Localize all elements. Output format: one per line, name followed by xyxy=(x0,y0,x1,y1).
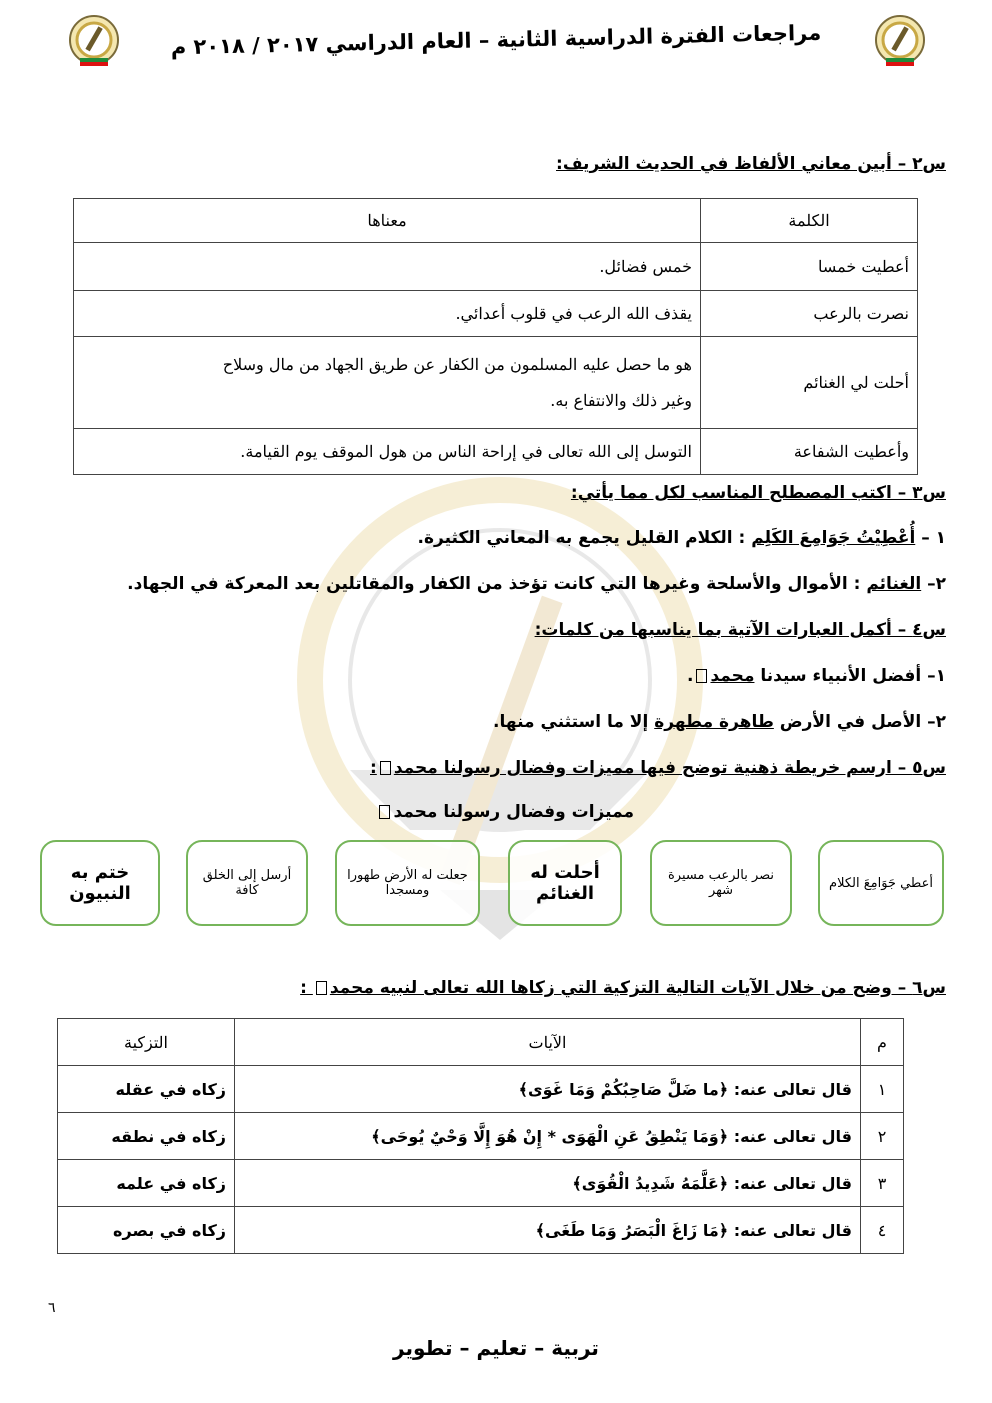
mind-map-box: نصر بالرعب مسيرة شهر xyxy=(650,840,792,926)
meaning-cell: خمس فضائل. xyxy=(74,243,701,291)
mind-map-box: أحلت له الغنائم xyxy=(508,840,622,926)
tazkiya-cell: زكاه في عقله xyxy=(58,1066,235,1113)
num-cell: ٢ xyxy=(861,1113,904,1160)
meaning-cell: التوسل إلى الله تعالى في إراحة الناس من هول الموقف يوم القيامة. xyxy=(74,429,701,475)
ayah-cell: قال تعالى عنه: ﴿وَمَا يَنْطِقُ عَنِ الْهَوَى * إِنْ هُوَ إِلَّا وَحْيٌ يُوحَى﴾ xyxy=(235,1113,861,1160)
table-header-row xyxy=(74,199,918,243)
tazkiya-cell: زكاه في علمه xyxy=(58,1160,235,1207)
placeholder-box-icon xyxy=(379,805,390,819)
placeholder-box-icon xyxy=(380,761,391,775)
num-cell: ٣ xyxy=(861,1160,904,1207)
mind-map-box: أعطي جَوَامِعَ الكلام xyxy=(818,840,944,926)
footer-motto: تربية – تعليم – تطوير xyxy=(393,1336,599,1360)
meaning-cell xyxy=(74,337,701,429)
item-number: ٢– xyxy=(927,574,946,594)
q4-title: س٤ – أكمل العبارات الآتية بما يناسبها من كلمات: xyxy=(534,620,946,640)
sentence-tail: إلا ما استثني منها. xyxy=(493,712,649,732)
word-cell: أحلت لي الغنائم xyxy=(701,337,918,429)
table-row xyxy=(58,1113,904,1160)
table-row xyxy=(58,1160,904,1207)
q5-title: س٥ – ارسم خريطة ذهنية توضح فيها مميزات وفضال رسولنا محمد: xyxy=(370,758,946,778)
placeholder-box-icon xyxy=(316,981,327,995)
table-row xyxy=(74,337,918,429)
item-number: ١ – xyxy=(921,528,946,548)
q2-title: س٢ – أبين معاني الألفاظ في الحديث الشريف: xyxy=(556,154,946,174)
q3-title: س٣ – اكتب المصطلح المناسب لكل مما يأتي: xyxy=(570,483,946,503)
school-logo-left-icon xyxy=(66,14,122,70)
meaning-line-2: وغير ذلك والانتفاع به. xyxy=(550,390,692,410)
mind-map-box: ختم به النبيون xyxy=(40,840,160,926)
q4-item-1: ١– أفضل الأنبياء سيدنا محمد. xyxy=(687,666,946,686)
q3-item-1 xyxy=(418,528,947,548)
page-header-title: مراجعات الفترة الدراسية الثانية – العام الدراسي ٢٠١٧ / ٢٠١٨ م xyxy=(170,20,822,60)
mind-map-box: أرسل إلى الخلق كافة xyxy=(186,840,308,926)
col-num-header: م xyxy=(861,1019,904,1066)
q6-table xyxy=(57,1018,904,1254)
num-cell: ٤ xyxy=(861,1207,904,1254)
table-row xyxy=(74,291,918,337)
answer: محمد xyxy=(710,666,755,686)
definition: : الأموال والأسلحة وغيرها التي كانت تؤخذ من الكفار والمقاتلين بعد المعركة في الجهاد. xyxy=(127,574,861,594)
ayah-cell: قال تعالى عنه: ﴿ما ضَلَّ صَاحِبُكُمْ وَمَا غَوَى﴾ xyxy=(235,1066,861,1113)
mind-map-center-text: مميزات وفضال رسولنا محمد xyxy=(393,802,634,822)
q6-title: س٦ – وضح من خلال الآيات التالية التزكية التي زكاها الله تعالى لنبيه محمد : xyxy=(300,978,946,998)
sentence: ٢– الأصل في الأرض xyxy=(779,712,946,732)
col-tazkiya-header: التزكية xyxy=(58,1019,235,1066)
tazkiya-cell: زكاه في بصره xyxy=(58,1207,235,1254)
q3-item-2 xyxy=(127,574,946,594)
q4-item-2 xyxy=(493,712,946,732)
meaning-line-1: هو ما حصل عليه المسلمون من الكفار عن طريق الجهاد من مال وسلاح xyxy=(222,354,692,374)
num-cell: ١ xyxy=(861,1066,904,1113)
q2-table xyxy=(73,198,918,475)
definition: : الكلام القليل يجمع به المعاني الكثيرة. xyxy=(417,528,746,548)
col-meaning-header: معناها xyxy=(74,199,701,243)
col-ayah-header: الآيات xyxy=(235,1019,861,1066)
ayah-cell: قال تعالى عنه: ﴿عَلَّمَهُ شَدِيدُ الْقُوَى﴾ xyxy=(235,1160,861,1207)
sentence: ١– أفضل الأنبياء سيدنا xyxy=(760,666,946,686)
col-word-header: الكلمة xyxy=(701,199,918,243)
table-row xyxy=(74,243,918,291)
mind-map-box: جعلت له الأرض طهورا ومسجدا xyxy=(335,840,480,926)
table-row xyxy=(58,1066,904,1113)
term: الغنائم xyxy=(866,574,922,594)
table-row xyxy=(74,429,918,475)
term: أُعْطِيْتُ جَوَامِعَ الكَلِم xyxy=(751,528,916,548)
q5-title-text: س٥ – ارسم خريطة ذهنية توضح فيها مميزات وفضال رسولنا محمد xyxy=(393,758,946,778)
tazkiya-cell: زكاه في نطقه xyxy=(58,1113,235,1160)
placeholder-box-icon xyxy=(696,669,707,683)
table-header-row xyxy=(58,1019,904,1066)
ayah-cell: قال تعالى عنه: ﴿مَا زَاغَ الْبَصَرُ وَمَا طَغَى﴾ xyxy=(235,1207,861,1254)
meaning-cell: يقذف الله الرعب في قلوب أعدائي. xyxy=(74,291,701,337)
school-logo-right-icon xyxy=(872,14,928,70)
table-row xyxy=(58,1207,904,1254)
mind-map-center xyxy=(376,802,634,822)
answer: طاهرة مطهرة xyxy=(654,712,774,732)
word-cell: وأعطيت الشفاعة xyxy=(701,429,918,475)
word-cell: نصرت بالرعب xyxy=(701,291,918,337)
page-number: ٦ xyxy=(48,1300,56,1316)
word-cell: أعطيت خمسا xyxy=(701,243,918,291)
q6-title-text: س٦ – وضح من خلال الآيات التالية التزكية التي زكاها الله تعالى لنبيه محمد xyxy=(329,978,946,998)
